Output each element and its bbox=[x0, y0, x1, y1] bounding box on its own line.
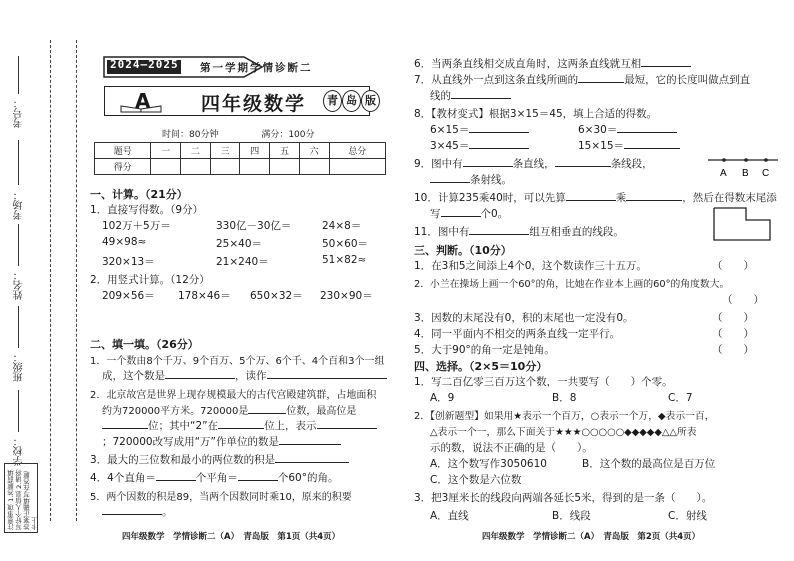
answer-blank[interactable] bbox=[248, 404, 286, 414]
choice-option[interactable]: A．这个数写作3050610 bbox=[430, 458, 547, 470]
judge-item-1: 1．在3和5之间添上4个0，这个数读作三十五万。 bbox=[414, 260, 647, 272]
answer-blank[interactable] bbox=[617, 123, 677, 133]
name-line[interactable] bbox=[18, 224, 19, 266]
notice-box: 注意事项 1.答题前填写好个人信息 2.请将答案正确填写在答题卡上 bbox=[4, 463, 38, 533]
judge-item-3: 3．因数的末尾没有0，积的末尾也一定没有0。 bbox=[414, 312, 634, 324]
fill-q8-a bbox=[430, 122, 529, 137]
text: 3×45＝ bbox=[430, 140, 470, 152]
title-box bbox=[104, 86, 376, 116]
text: 组互相垂直的线段。 bbox=[529, 226, 624, 238]
choice-q1: 1．写二百亿零三百万这个数，一共要写（ ）个零。 bbox=[414, 376, 673, 388]
answer-blank[interactable] bbox=[275, 453, 349, 463]
page-1 bbox=[82, 0, 398, 561]
choice-q2-b: △表示一个一，那么下面关于★★★○○○○○◆◆◆◆◆△△所表 bbox=[430, 427, 697, 438]
calc-item: 49×98≈ bbox=[102, 236, 147, 248]
answer-blank[interactable] bbox=[102, 419, 148, 429]
score-cell: 五 bbox=[270, 143, 300, 159]
exam-no-line[interactable] bbox=[18, 56, 19, 94]
calc-item: 102万＋5万＝ bbox=[102, 220, 171, 232]
answer-blank[interactable] bbox=[641, 57, 691, 67]
answer-blank[interactable] bbox=[441, 207, 481, 217]
answer-blank[interactable] bbox=[165, 369, 235, 379]
text: 写 bbox=[430, 208, 441, 220]
answer-blank[interactable] bbox=[238, 471, 278, 481]
calc-item: 51×82≈ bbox=[322, 254, 367, 266]
text: 约为720000平方米。720000是 bbox=[102, 406, 249, 417]
answer-blank[interactable] bbox=[156, 471, 196, 481]
text: 6．当两条直线相交成直角时，这两条直线就互相 bbox=[414, 58, 642, 70]
fill-q9-b bbox=[430, 172, 512, 187]
fill-q5-b bbox=[102, 504, 173, 519]
score-cell: 总分 bbox=[329, 143, 385, 159]
judge-item-5: 5．大于90°的角一定是钝角。 bbox=[414, 344, 555, 356]
calc-item: 320×13＝ bbox=[102, 256, 155, 268]
class-line[interactable] bbox=[18, 306, 19, 348]
score-cell: 三 bbox=[210, 143, 240, 159]
calc-item: 25×40＝ bbox=[216, 238, 263, 250]
page-footer-left: 四年级数学 学情诊断二（A） 青岛版 第1页（共4页） bbox=[122, 532, 341, 542]
fill-q1-b bbox=[102, 368, 387, 383]
vertical-calc: 650×32＝ bbox=[250, 290, 303, 302]
calc-item: 50×60＝ bbox=[322, 238, 369, 250]
book-icon bbox=[119, 105, 163, 113]
fill-q2-a: 2．北京故宫是世界上现存规模最大的古代宫殿建筑群，占地面积 bbox=[90, 390, 377, 401]
section-1-title: 一、计算。（21分） bbox=[90, 188, 188, 201]
judge-paren[interactable]: （ ） bbox=[712, 344, 754, 356]
choice-option[interactable]: C．这个数是六位数 bbox=[430, 474, 522, 486]
score-value-row bbox=[95, 159, 386, 175]
score-header-row bbox=[95, 143, 386, 159]
judge-paren[interactable]: （ ） bbox=[712, 260, 754, 272]
calc-q2: 2．用竖式计算。（12分） bbox=[90, 274, 210, 286]
name-label: 姓名： bbox=[14, 270, 25, 300]
choice-option[interactable]: B．这个数的最高位是百万位 bbox=[582, 458, 716, 470]
text: ，读作 bbox=[235, 370, 267, 382]
choice-option[interactable]: A．9 bbox=[430, 392, 455, 404]
exam-room-label: 考场： bbox=[14, 190, 25, 220]
answer-blank[interactable] bbox=[566, 191, 616, 201]
fill-q2-c bbox=[102, 418, 377, 433]
text: 成，这个数是 bbox=[102, 370, 165, 382]
section-4-title: 四、选择。（2×5＝10分） bbox=[414, 360, 548, 373]
choice-option[interactable]: B．线段 bbox=[552, 510, 591, 522]
page-2 bbox=[412, 0, 782, 561]
text: 个平角＝ bbox=[195, 472, 238, 484]
score-input[interactable] bbox=[299, 159, 329, 175]
answer-blank[interactable] bbox=[279, 435, 341, 445]
line-abc-figure bbox=[708, 150, 778, 180]
vertical-calc: 230×90＝ bbox=[320, 290, 373, 302]
judge-paren[interactable]: （ ） bbox=[712, 328, 754, 340]
fill-q9-a bbox=[414, 156, 653, 171]
text: 条线段， bbox=[610, 158, 653, 170]
fold-line-inner bbox=[76, 40, 77, 521]
school-line[interactable] bbox=[18, 390, 19, 432]
calc-item: 21×240＝ bbox=[216, 256, 269, 268]
answer-blank[interactable] bbox=[430, 173, 470, 183]
text: 最短，它的长度叫做点到直 bbox=[624, 74, 751, 86]
exam-room-line[interactable] bbox=[18, 140, 19, 185]
answer-blank[interactable] bbox=[624, 139, 680, 149]
answer-blank[interactable] bbox=[578, 73, 624, 83]
choice-q3: 3．把3厘米长的线段向两端各延长5米，得到的是一条（ ）。 bbox=[414, 492, 713, 504]
answer-blank[interactable] bbox=[469, 225, 529, 235]
score-input[interactable] bbox=[270, 159, 300, 175]
fill-q7-b bbox=[430, 88, 511, 103]
judge-item-2: 2．小兰在操场上画一个60°的角，比她在作业本上画的60°的角度数大。 bbox=[414, 279, 730, 290]
text: 条射线。 bbox=[470, 174, 512, 186]
score-input[interactable] bbox=[151, 159, 181, 175]
choice-option[interactable]: A．直线 bbox=[430, 510, 469, 522]
vertical-calc: 209×56＝ bbox=[102, 290, 155, 302]
text: 位数，最高位是 bbox=[286, 406, 357, 417]
press-char-3: 版 bbox=[361, 90, 380, 112]
text: 3．最大的三位数和最小的两位数的积是 bbox=[90, 454, 276, 466]
text: 线的 bbox=[430, 90, 451, 102]
answer-blank[interactable] bbox=[451, 89, 511, 99]
answer-blank[interactable] bbox=[555, 157, 611, 167]
fill-q3 bbox=[90, 452, 349, 467]
fill-q2-b bbox=[102, 402, 356, 417]
school-year: 2024—2025 bbox=[110, 58, 179, 71]
text: 6×15＝ bbox=[430, 124, 470, 136]
answer-blank[interactable] bbox=[267, 369, 387, 379]
point-label: A bbox=[720, 168, 727, 179]
binding-strip bbox=[0, 0, 80, 561]
text: 10．计算235乘40时，可以先算 bbox=[414, 192, 566, 204]
page-footer-right: 四年级数学 学情诊断二（A） 青岛版 第2页（共4页） bbox=[482, 532, 701, 542]
text: 。 bbox=[162, 506, 173, 518]
exam-no-label: 考号： bbox=[14, 98, 25, 128]
text: 11．图中有 bbox=[414, 226, 470, 238]
exam-full-score: 满分：100分 bbox=[261, 130, 315, 140]
exam-info bbox=[162, 127, 355, 140]
press-badge bbox=[323, 88, 381, 114]
grade-letter: A bbox=[135, 89, 151, 113]
choice-q2-c: 示的数，说法不正确的是（ ）。 bbox=[430, 442, 593, 454]
answer-blank[interactable] bbox=[218, 419, 264, 429]
press-char-2: 岛 bbox=[342, 90, 361, 112]
text: 9．图中有 bbox=[414, 158, 463, 170]
section-2-title: 二、填一填。（26分） bbox=[90, 338, 199, 351]
judge-item-4: 4．同一平面内不相交的两条直线一定平行。 bbox=[414, 328, 621, 340]
fold-line-outer bbox=[50, 40, 51, 521]
text: 个60°的角。 bbox=[277, 472, 339, 484]
text: ；720000改写成用“万”作单位的数是 bbox=[102, 436, 279, 448]
choice-option[interactable]: B．8 bbox=[552, 392, 577, 404]
answer-blank[interactable] bbox=[102, 505, 162, 515]
judge-paren[interactable]: （ ） bbox=[712, 312, 754, 324]
subject-title: 四年级数学 bbox=[201, 93, 307, 115]
score-input[interactable] bbox=[329, 159, 385, 175]
choice-option[interactable]: C．射线 bbox=[668, 510, 707, 522]
score-table bbox=[94, 142, 386, 175]
choice-q2-a: 2．【创新题型】如果用★表示一个百万，○表示一个万，◆表示一百， bbox=[414, 411, 715, 422]
text: 7．从直线外一点到这条直线所画的 bbox=[414, 74, 579, 86]
class-label: 班级： bbox=[14, 352, 25, 382]
answer-blank[interactable] bbox=[463, 157, 513, 167]
score-cell: 四 bbox=[240, 143, 270, 159]
score-cell: 题号 bbox=[95, 143, 151, 159]
answer-blank[interactable] bbox=[317, 419, 377, 429]
score-cell: 得分 bbox=[95, 159, 151, 175]
answer-blank[interactable] bbox=[469, 123, 529, 133]
fill-q6 bbox=[414, 56, 691, 71]
perpendicular-figure bbox=[712, 206, 774, 242]
score-cell: 六 bbox=[299, 143, 329, 159]
text: 条直线， bbox=[512, 158, 555, 170]
score-input[interactable] bbox=[181, 159, 211, 175]
section-3-title: 三、判断。（10分） bbox=[414, 244, 512, 257]
calc-item: 24×8＝ bbox=[322, 220, 362, 232]
fill-q1-a: 1．一个数由8个千万、9个百万、5个万、6个千、4个百和3个一组 bbox=[90, 356, 385, 367]
text: 4．4个直角＝ bbox=[90, 472, 156, 484]
press-char-1: 青 bbox=[323, 90, 342, 112]
fill-q10-a bbox=[414, 190, 777, 205]
fill-q8-c bbox=[430, 138, 529, 153]
fill-q2-d bbox=[102, 434, 341, 449]
score-input[interactable] bbox=[210, 159, 240, 175]
fill-q8: 8．【教材变式】根据3×15＝45，填上合适的得数。 bbox=[414, 108, 658, 120]
score-cell: 一 bbox=[151, 143, 181, 159]
choice-option[interactable]: C．7 bbox=[668, 392, 693, 404]
text: 15×15＝ bbox=[578, 140, 625, 152]
fill-q8-b bbox=[578, 122, 677, 137]
score-cell: 二 bbox=[181, 143, 211, 159]
fill-q4 bbox=[90, 470, 339, 485]
answer-blank[interactable] bbox=[626, 191, 682, 201]
answer-blank[interactable] bbox=[469, 139, 529, 149]
text: ，然后在得数末尾添 bbox=[682, 192, 777, 204]
text: 个0。 bbox=[480, 208, 509, 220]
fill-q11 bbox=[414, 224, 624, 239]
calc-q1: 1．直接写得数。（9分） bbox=[90, 204, 204, 216]
term-title: 第一学期学情诊断二 bbox=[200, 62, 313, 74]
vertical-calc: 178×46＝ bbox=[178, 290, 231, 302]
exam-time: 时间：80分钟 bbox=[162, 130, 219, 140]
fill-q5-a: 5．两个因数的积是89，当两个因数同时乘10，原来的积要 bbox=[90, 492, 352, 503]
fill-q10-b bbox=[430, 206, 508, 221]
score-input[interactable] bbox=[240, 159, 270, 175]
school-label: 学校： bbox=[14, 436, 25, 466]
text: 位上，表示 bbox=[264, 420, 317, 432]
judge-paren[interactable]: （ ） bbox=[722, 294, 764, 306]
text: 位；其中“2”在 bbox=[148, 420, 219, 432]
point-label: C bbox=[762, 168, 770, 179]
point-label: B bbox=[742, 168, 749, 179]
text: 乘 bbox=[615, 192, 627, 204]
text: 6×30＝ bbox=[578, 124, 618, 136]
calc-item: 330亿－30亿＝ bbox=[216, 220, 292, 232]
fill-q8-d bbox=[578, 138, 680, 153]
fill-q7-a bbox=[414, 72, 750, 87]
